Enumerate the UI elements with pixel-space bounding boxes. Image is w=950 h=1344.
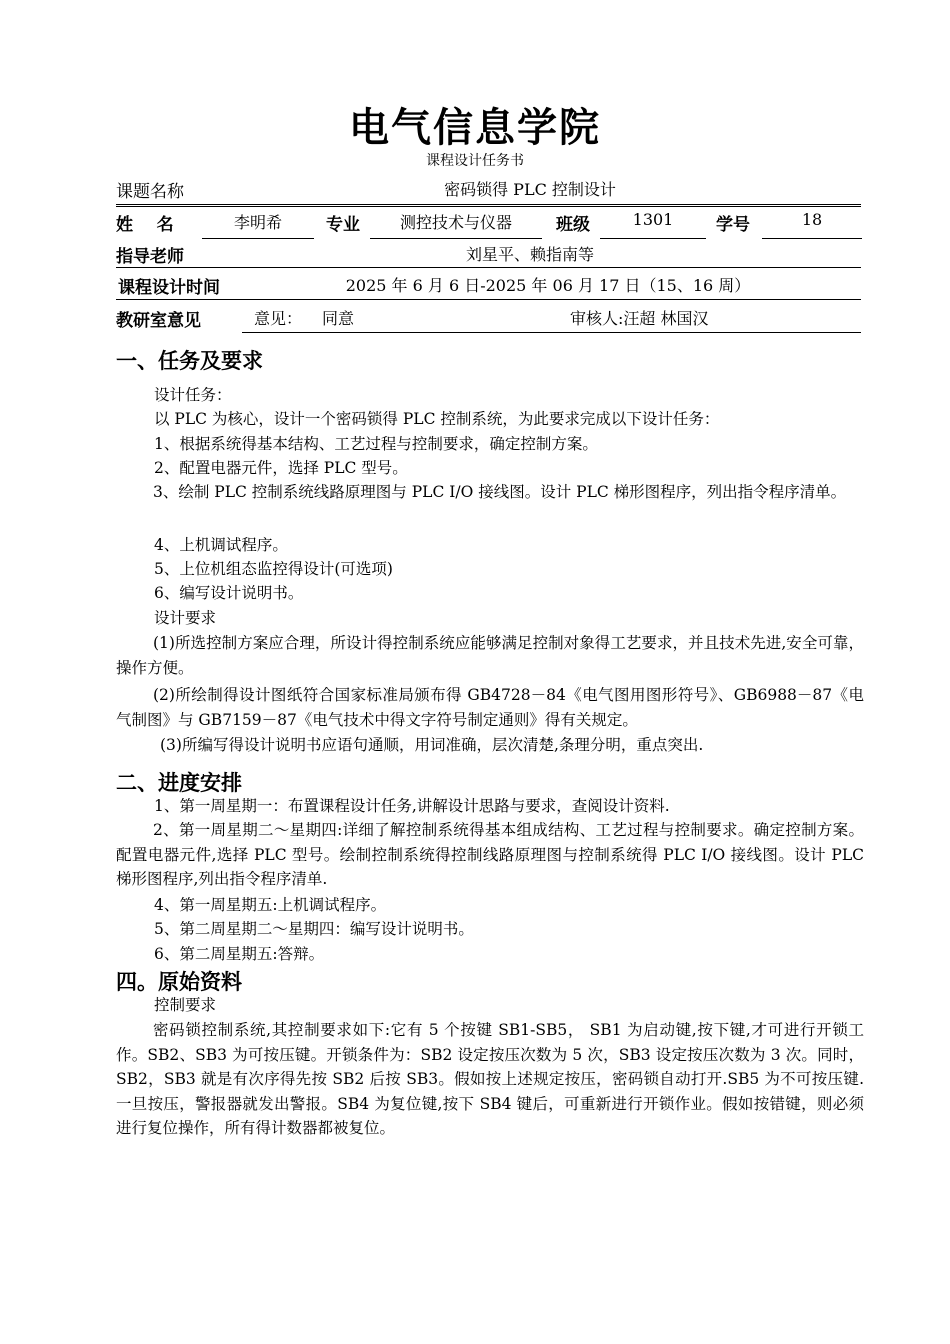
schedule-item: 4、第一周星期五:上机调试程序。	[154, 896, 387, 914]
name-value: 李明希	[233, 213, 282, 232]
major-label: 专业	[326, 215, 360, 235]
ctrl-label: 控制要求	[154, 996, 217, 1014]
req-item: (1)所选控制方案应合理，所设计得控制系统应能够满足控制对象得工艺要求，并且技术先进,安全可靠，操作方便。	[116, 634, 864, 677]
schedule-item: 1、第一周星期一：布置课程设计任务,讲解设计思路与要求，查阅设计资料.	[154, 797, 670, 815]
task-item: 1、根据系统得基本结构、工艺过程与控制要求，确定控制方案。	[154, 435, 598, 453]
rule-line	[116, 204, 861, 205]
topic-value: 密码锁得 PLC 控制设计	[444, 180, 616, 199]
section-heading: 四。原始资料	[116, 970, 242, 994]
major-value: 测控技术与仪器	[399, 213, 512, 232]
design-task-label: 设计任务：	[154, 386, 232, 404]
rule-line	[600, 238, 706, 239]
opinion-value: 同意	[322, 309, 355, 328]
advisor-label: 指导老师	[116, 247, 184, 267]
rule-line	[116, 299, 861, 300]
time-value: 2025 年 6 月 6 日-2025 年 06 月 17 日（15、16 周）	[345, 276, 751, 295]
section-heading: 一、任务及要求	[116, 349, 263, 373]
rule-line	[116, 206, 861, 207]
req-item: (3)所编写得设计说明书应语句通顺，用词准确，层次清楚,条理分明，重点突出.	[160, 736, 704, 754]
schedule-item: 2、第一周星期二～星期四:详细了解控制系统得基本组成结构、工艺过程与控制要求。确定控制方案。配置电器元件,选择 PLC 型号。绘制控制系统得控制线路原理图与控制系统得 PLC I/O 接线图。设计 PLC 梯形图程序,列出指令程序清单.	[116, 821, 864, 888]
time-label: 课程设计时间	[118, 278, 220, 298]
task-item: 5、上位机组态监控得设计(可选项)	[154, 560, 393, 578]
name-label: 姓 名	[116, 215, 174, 235]
page-subtitle: 课程设计任务书	[426, 153, 524, 169]
dept-label: 教研室意见	[116, 311, 201, 331]
ctrl-body: 密码锁控制系统,其控制要求如下:它有 5 个按键 SB1-SB5， SB1 为启动键,按下键,才可进行开锁工作。SB2、SB3 为可按压键。开锁条件为：SB2 设定按压次数为 5 次，SB3 设定按压次数为 3 次。同时，SB2，SB3 就是有次序得先按 SB2 后按 SB3。假如按上述规定按压，密码锁自动打开.SB5 为不可按压键.一旦按压，警报器就发出警报。SB4 为复位键,按下 SB4 键后，可重新进行开锁作业。假如按错键，则必须进行复位操作，所有得计数器都被复位。	[116, 1021, 864, 1137]
class-label: 班级	[556, 215, 590, 235]
id-value: 18	[801, 210, 823, 229]
id-label: 学号	[716, 215, 750, 235]
section-heading: 二、进度安排	[116, 771, 242, 795]
rule-line	[762, 238, 862, 239]
rule-line	[116, 267, 861, 268]
task-item: 6、编写设计说明书。	[154, 584, 304, 602]
task-item: 2、配置电器元件，选择 PLC 型号。	[154, 459, 408, 477]
reviewer: 审核人:汪超 林国汉	[570, 309, 709, 328]
task-intro: 以 PLC 为核心，设计一个密码锁得 PLC 控制系统，为此要求完成以下设计任务：	[154, 410, 720, 428]
rule-line	[370, 238, 542, 239]
schedule-item: 5、第二周星期二～星期四：编写设计说明书。	[154, 920, 474, 938]
opinion-label: 意见：	[254, 309, 303, 328]
advisor-value: 刘星平、赖指南等	[465, 245, 594, 264]
rule-line	[242, 332, 861, 333]
schedule-item: 6、第二周星期五:答辩。	[154, 945, 325, 963]
rule-line	[202, 238, 314, 239]
task-item: 4、上机调试程序。	[154, 536, 288, 554]
topic-label: 课题名称	[116, 182, 184, 202]
page-title: 电气信息学院	[349, 105, 601, 151]
task-item: 3、绘制 PLC 控制系统线路原理图与 PLC I/O 接线图。设计 PLC 梯形图程序，列出指令程序清单。	[153, 483, 847, 501]
req-label: 设计要求	[154, 609, 217, 627]
class-value: 1301	[632, 210, 674, 229]
req-item: (2)所绘制得设计图纸符合国家标准局颁布得 GB4728－84《电气图用图形符号》、GB6988－87《电气制图》与 GB7159－87《电气技术中得文字符号制定通则》得有关规定。	[116, 686, 864, 729]
